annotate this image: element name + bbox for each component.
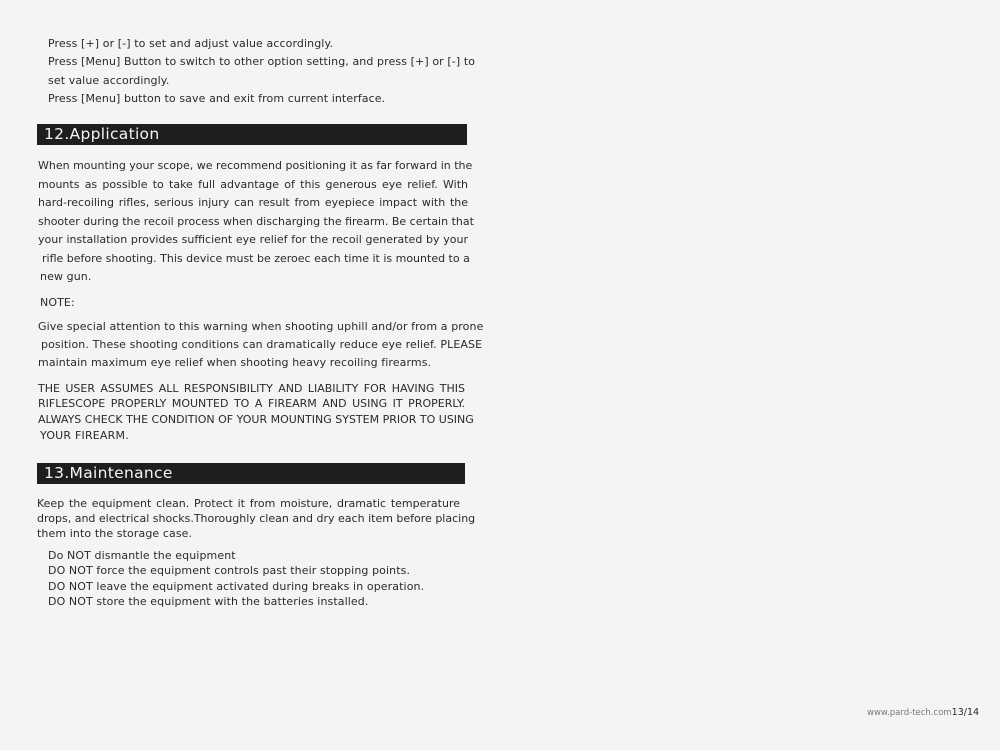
page-footer <box>867 707 979 718</box>
paragraph-line: them into the storage case. <box>37 527 193 540</box>
paragraph-line: your installation provides sufficient eye relief for the recoil generated by your <box>38 233 468 246</box>
warning-line: THE USER ASSUMES ALL RESPONSIBILITY AND LIABILITY FOR HAVING THIS <box>38 382 465 395</box>
list-item: Do NOT dismantle the equipment <box>48 549 236 562</box>
intro-line: Press [Menu] button to save and exit from current interface. <box>48 92 386 105</box>
intro-line: set value accordingly. <box>48 74 170 87</box>
section-heading-application: 12.Application <box>37 124 467 145</box>
intro-line: Press [+] or [-] to set and adjust value accordingly. <box>48 37 334 50</box>
note-line: position. These shooting conditions can dramatically reduce eye relief. PLEASE <box>41 338 483 351</box>
intro-line: Press [Menu] Button to switch to other option setting, and press [+] or [-] to <box>48 55 476 68</box>
section-heading-maintenance: 13.Maintenance <box>37 463 465 484</box>
paragraph-line: shooter during the recoil process when discharging the firearm. Be certain that <box>38 215 474 228</box>
warning-line: ALWAYS CHECK THE CONDITION OF YOUR MOUNTING SYSTEM PRIOR TO USING <box>38 413 474 426</box>
list-item: DO NOT store the equipment with the batteries installed. <box>48 595 369 608</box>
list-item: DO NOT force the equipment controls past their stopping points. <box>48 564 411 577</box>
page-number: 13/14 <box>951 707 980 718</box>
list-item: DO NOT leave the equipment activated during breaks in operation. <box>48 580 425 593</box>
paragraph-line: rifle before shooting. This device must be zeroec each time it is mounted to a <box>42 252 470 265</box>
note-line: maintain maximum eye relief when shooting heavy recoiling firearms. <box>38 356 432 369</box>
warning-line: RIFLESCOPE PROPERLY MOUNTED TO A FIREARM AND USING IT PROPERLY. <box>38 397 465 410</box>
paragraph-line: hard-recoiling rifles, serious injury can result from eyepiece impact with the <box>38 196 468 209</box>
footer-url: www.pard-tech.com <box>867 708 952 718</box>
warning-line: YOUR FIREARM. <box>40 429 129 442</box>
paragraph-line: When mounting your scope, we recommend positioning it as far forward in the <box>38 159 473 172</box>
note-label: NOTE: <box>40 296 75 309</box>
paragraph-line: mounts as possible to take full advantage of this generous eye relief. With <box>38 178 468 191</box>
note-line: Give special attention to this warning when shooting uphill and/or from a prone <box>38 320 484 333</box>
paragraph-line: new gun. <box>40 270 92 283</box>
paragraph-line: drops, and electrical shocks.Thoroughly clean and dry each item before placing <box>37 512 476 525</box>
paragraph-line: Keep the equipment clean. Protect it from moisture, dramatic temperature <box>37 497 460 510</box>
